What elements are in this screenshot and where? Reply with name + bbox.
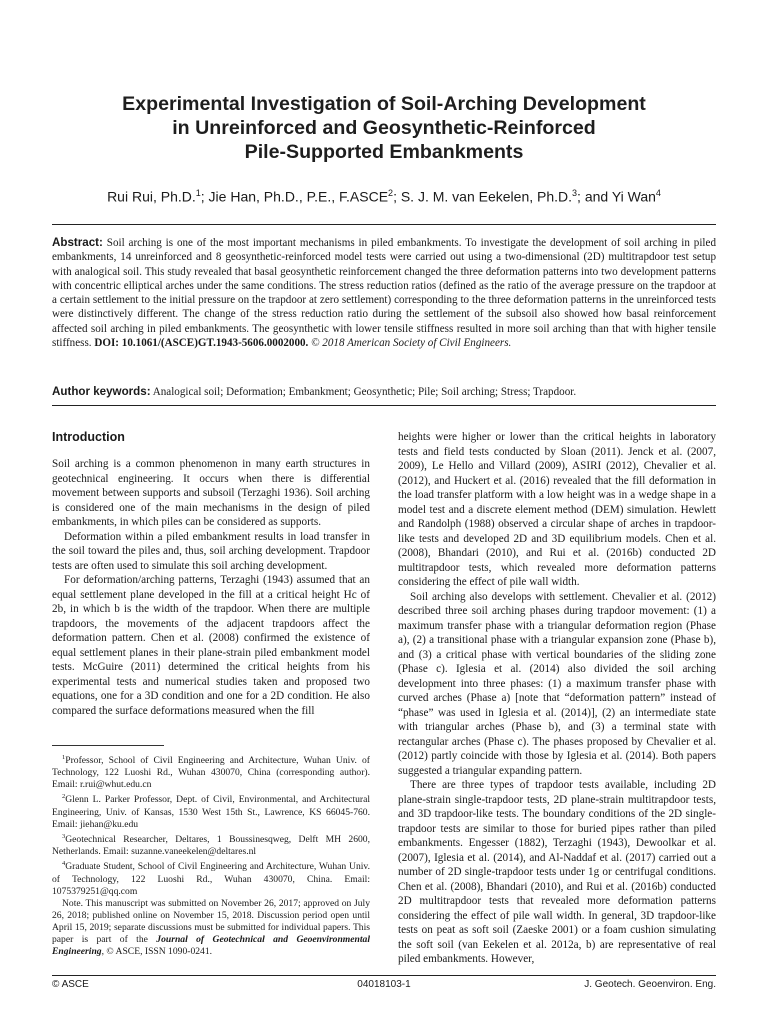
right-column [398,430,716,967]
footnote-text: Professor, School of Civil Engineering and Architecture, Wuhan Univ. of Technology, 122 Luoshi Rd., Wuhan 430070, China (corresponding author). Email: r.rui@whut.edu.cn [52,755,370,791]
author-affiliation-marker: 3 [572,188,578,198]
abstract-top-rule [52,224,716,225]
footnote-text: Graduate Student, School of Civil Engineering and Architecture, Wuhan Univ. of Technology, 122 Luoshi Rd., Wuhan 430070, China. Email: 1075379251@qq.com [52,861,370,897]
footnote-marker: 1 [62,754,66,761]
author-list [20,184,748,206]
footer-article-number: 04018103-1 [357,979,411,990]
author-name: ; and Yi Wan [577,188,656,205]
right-paragraph-1: heights were higher or lower than the critical heights in laboratory tests and field tests conducted by Sloan (2011). Jenck et al. (2007, 2009), Le Hello and Villard (2009), ASIRI (2012), Chevalier et al. (2012), and Huckert et al. (2016) revealed that the fill deformation in the load transfer platform with a low height was in a wedge shape in a model test and a discrete element method (DEM) simulation. Hewlett and Randolph (1988) observed a circular shape of arches in trapdoor-like tests and developed 2D and 3D equilibrium models. Chen et al. (2008), Bhandari (2010), and Rui et al. (2016b) conducted 2D multitrapdoor tests, which revealed more deformation patterns considering the effect of pile wall width. [398,431,716,588]
intro-paragraph-1: Soil arching is a common phenomenon in many earth structures in geotechnical engineering. It occurs when there is differential movement between supports and subsoil (Terzaghi 1936). Soil arching is considered one of the main mechanisms in the design of piled embankments, in which piles can be considered as supports. [52,458,370,528]
submission-note [52,898,370,958]
author-name: ; Jie Han, Ph.D., P.E., F.ASCE [200,188,389,205]
abstract-bottom-rule [52,405,716,406]
footnote-rule [52,745,164,746]
title-line-2: in Unreinforced and Geosynthetic-Reinforced [172,117,596,139]
doi-link[interactable]: 10.1061/(ASCE)GT.1943-5606.0002000. [121,337,309,350]
page-footer [52,979,716,993]
paper-title [40,92,728,164]
intro-paragraph-3: For deformation/arching patterns, Terzaghi (1943) assumed that an equal settlement plane developed in the fill at a critical height Hc of 2b, in which b is the width of the trapdoor. When there are multiple trapdoors, the movements of the adjacent trapdoors affect the deformation pattern. Chen et al. (2008) confirmed the existence of equal settlement planes in their plane-strain piled embankment model tests. McGuire (2011) determined the critical heights from his experimental tests and numerical studies taken and proposed two equations, one for a 3D condition and one for a 2D condition. He also compared the surface deformations measured when the fill [52,574,370,717]
footnote-1 [52,752,370,791]
footnote-marker: 4 [62,860,66,868]
footnotes [52,752,370,958]
author-name: ; S. J. M. van Eekelen, Ph.D. [393,188,573,205]
keywords-text: Analogical soil; Deformation; Embankment; Geosynthetic; Pile; Soil arching; Stress; Trapdoor. [152,386,577,398]
footnote-2 [52,791,370,830]
abstract [52,236,716,350]
right-paragraph-2: Soil arching also develops with settlement. Chevalier et al. (2012) described three soil arching phases during trapdoor movement: (1) a maximum transfer phase with a triangular deformation region (Phase a), (2) a transitional phase with a triangular expansion zone (Phase b), and (3) a critical phase with vertical boundaries of the sliding zone (Phase c). Iglesia et al. (2014) also divided the soil arching development into three phases: (1) a maximum transfer phase with curved arches (Phase a) [note that “deformation pattern” instead of “phase” was used in Iglesia et al. (2014)], (2) an intermediate state with triangular arches (Phase b), and (3) a terminal state with rectangular arches (Phase c). The phases proposed by Chevalier et al. (2012) partly coincide with those by Iglesia et al. (2014). Both papers suggested a triangular expanding pattern. [398,590,716,777]
introduction-heading: Introduction [52,430,125,444]
footnote-3 [52,831,370,858]
footnote-text: Geotechnical Researcher, Deltares, 1 Boussinesqweg, Delft MH 2600, Netherlands. Email: suzanne.vaneekelen@deltares.nl [52,834,370,858]
footnote-4 [52,858,370,897]
footer-copyright: © ASCE [52,979,89,990]
footer-journal: J. Geotech. Geoenviron. Eng. [584,979,716,990]
footnote-marker: 3 [62,832,66,840]
copyright-notice: © 2018 American Society of Civil Engineers. [311,337,512,350]
title-line-1: Experimental Investigation of Soil-Arching Development [122,93,646,115]
author-keywords [52,385,716,399]
note-text-end: , © ASCE, ISSN 1090-0241. [101,946,213,958]
footer-rule [52,975,716,976]
note-text: Note. This manuscript was submitted on November 26, 2017; approved on July 26, 2018; published online on November 15, 2018. Discussion period open until April 15, 2019; separate discussions must be submitted for individual papers. This paper is part of the [52,897,370,946]
keywords-heading: Author keywords: [52,385,151,398]
author-affiliation-marker: 1 [195,188,201,198]
intro-paragraph-2: Deformation within a piled embankment results in load transfer in the soil toward the piles and, thus, soil arching development. Trapdoor tests are often used to simulate this soil arching development. [52,530,370,572]
author-affiliation-marker: 4 [655,188,661,198]
author-affiliation-marker: 2 [388,188,394,198]
abstract-heading: Abstract: [52,236,103,249]
abstract-body: Soil arching is one of the most important mechanisms in piled embankments. To investigate the development of soil arching in piled embankments, 14 unreinforced and 8 geosynthetic-reinforced model tests were carried out using a two-dimensional (2D) multitrapdoor test setup with analogical soil. This study revealed that basal geosynthetic reinforcement changed the three deformation patterns into two development patterns with concentric elliptical arches under the same conditions. The stress reduction ratios (defined as the ratio of the average pressure on the trapdoor at a certain settlement to the initial pressure on the trapdoor at zero settlement) corresponding to the three deformation patterns in the unreinforced tests were distinctively different. The change of the stress reduction ratio during the settlement of the subsoil also showed how basal reinforcement affected soil arching in piled embankments. The geosynthetic with lower tensile stiffness resulted in more soil arching than that with higher tensile stiffness. [52,237,716,350]
left-column [52,430,370,718]
title-line-3: Pile-Supported Embankments [244,141,524,163]
doi-label: DOI: [94,337,119,350]
footnote-marker: 2 [62,793,66,801]
journal-name: Journal of Geotechnical and Geoenvironmental Engineering [52,934,370,958]
right-paragraph-3: There are three types of trapdoor tests available, including 2D plane-strain single-trapdoor tests, 2D plane-strain multitrapdoor tests, and 3D trapdoor-like tests. The boundary conditions of the 2D single-trapdoor tests are similar to those for buried pipes rather than piled embankments. Engesser (1882), Terzaghi (1943), Dewoolkar et al. (2007), Iglesia et al. (2014), and Al-Naddaf et al. (2017) carried out a number of 2D single-trapdoor tests under 1g or centrifugal conditions. Chen et al. (2008), Bhandari (2010), and Rui et al. (2016b) conducted 2D multitrapdoor tests that revealed more deformation patterns considering the effect of pile wall width. In general, 3D trapdoor-like tests on peat as soft soil (Zaeske 2001) or a foam cushion simulating the soft soil (van Eekelen et al. 2012a, b) are representative of real piled embankments. However, [398,779,716,965]
footnote-text: Glenn L. Parker Professor, Dept. of Civil, Environmental, and Architectural Engineering, Univ. of Kansas, 1530 West 15th St., Lawrence, KS 66045-760. Email: jiehan@ku.edu [52,794,370,830]
author-name: Rui Rui, Ph.D. [107,188,196,205]
